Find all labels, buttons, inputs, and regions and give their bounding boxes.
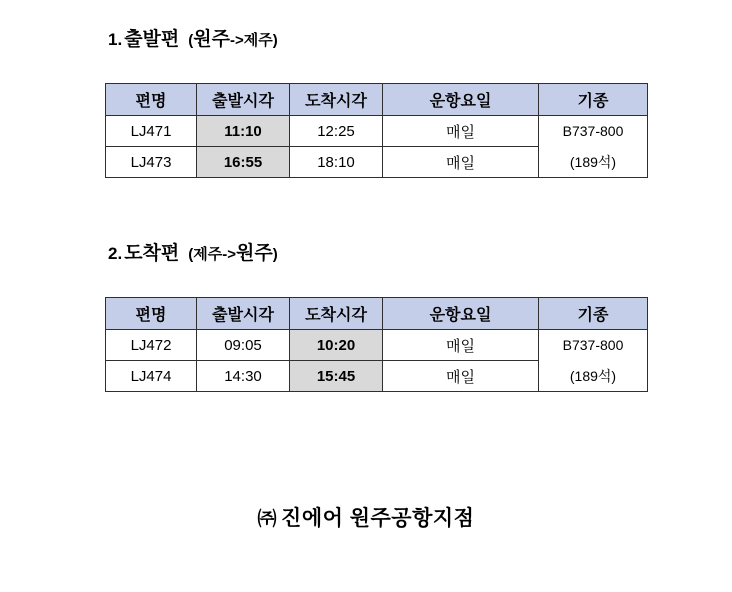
table-header-row [106,298,648,330]
departure-schedule-table [105,83,648,178]
cell-aircraft-seats: (189석) [539,361,648,392]
route-origin: 제주 [193,246,223,263]
cell-departure-time: 09:05 [197,330,290,361]
section-heading-arrival [108,238,278,265]
cell-aircraft-type: B737-800 [539,330,648,361]
cell-operating-days: 매일 [383,116,539,147]
cell-flight-number: LJ471 [106,116,197,147]
column-header-flight: 편명 [106,298,197,330]
footer-branch-name [0,502,732,532]
cell-arrival-time: 15:45 [290,361,383,392]
route-origin: 원주 [193,29,230,50]
route-destination: 원주 [236,243,273,264]
column-header-departure-time: 출발시각 [197,298,290,330]
cell-operating-days: 매일 [383,330,539,361]
table-row [106,330,648,361]
corporation-mark-icon: ㈜ [257,509,278,530]
table-row [106,147,648,178]
footer-branch-text: 진에어 원주공항지점 [281,507,475,530]
cell-arrival-time: 18:10 [290,147,383,178]
cell-flight-number: LJ474 [106,361,197,392]
cell-departure-time: 14:30 [197,361,290,392]
arrival-schedule-table [105,297,648,392]
column-header-operating-days: 운항요일 [383,298,539,330]
cell-flight-number: LJ473 [106,147,197,178]
section-number: 2. [108,244,123,263]
cell-departure-time: 11:10 [197,116,290,147]
column-header-flight: 편명 [106,84,197,116]
column-header-arrival-time: 도착시각 [290,84,383,116]
cell-operating-days: 매일 [383,147,539,178]
section-route: (원주->제주) [188,29,278,50]
cell-aircraft-seats: (189석) [539,147,648,178]
cell-arrival-time: 10:20 [290,330,383,361]
column-header-departure-time: 출발시각 [197,84,290,116]
cell-departure-time: 16:55 [197,147,290,178]
column-header-aircraft-type: 기종 [539,84,648,116]
cell-arrival-time: 12:25 [290,116,383,147]
route-destination: 제주 [243,32,273,49]
section-title: 도착편 [124,243,180,264]
cell-aircraft-type: B737-800 [539,116,648,147]
cell-operating-days: 매일 [383,361,539,392]
table-row [106,361,648,392]
column-header-arrival-time: 도착시각 [290,298,383,330]
section-number: 1. [108,30,123,49]
table-row [106,116,648,147]
column-header-operating-days: 운항요일 [383,84,539,116]
cell-flight-number: LJ472 [106,330,197,361]
table-header-row [106,84,648,116]
section-title: 출발편 [124,29,180,50]
section-heading-departure [108,24,278,51]
column-header-aircraft-type: 기종 [539,298,648,330]
section-route: (제주->원주) [188,243,278,264]
